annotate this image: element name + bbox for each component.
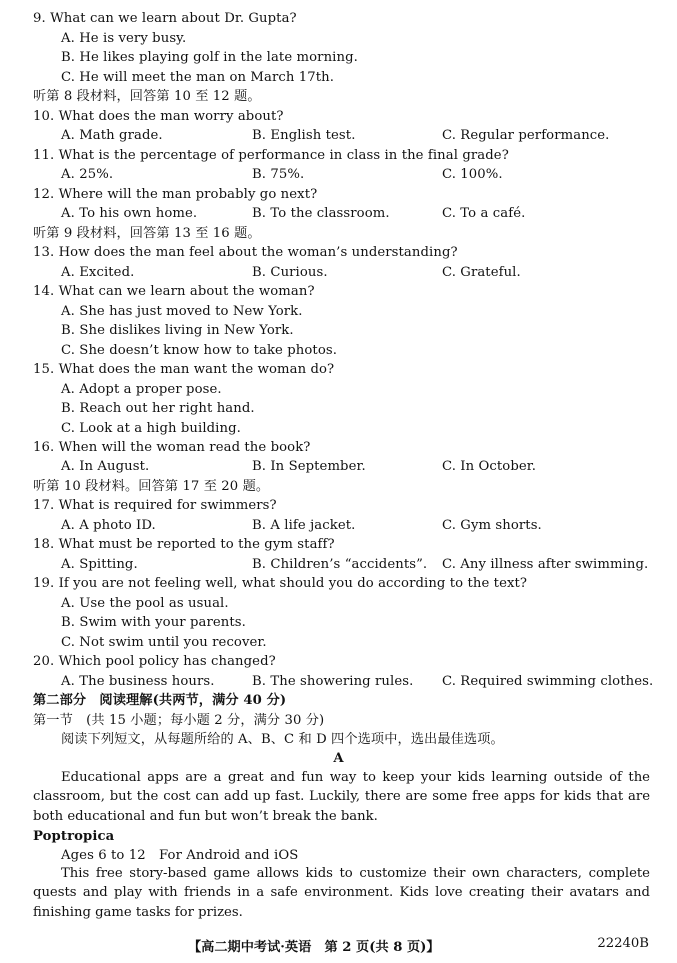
question-10-option-b: B. English test. [252, 128, 356, 143]
question-12-stem: 12. Where will the man probably go next? [33, 187, 318, 202]
material-8-heading: 听第 8 段材料，回答第 10 至 12 题。 [33, 89, 261, 104]
question-14-stem: 14. What can we learn about the woman? [33, 284, 315, 299]
question-17-option-c: C. Gym shorts. [442, 518, 542, 533]
question-20-option-c: C. Required swimming clothes. [442, 674, 654, 689]
question-9-stem: 9. What can we learn about Dr. Gupta? [33, 11, 297, 26]
question-20-stem: 20. Which pool policy has changed? [33, 654, 276, 669]
question-9-option-c: C. He will meet the man on March 17th. [61, 70, 335, 85]
question-18-option-b: B. Children’s “accidents”. [252, 557, 428, 572]
question-19-option-b: B. Swim with your parents. [61, 615, 246, 630]
question-13-stem: 13. How does the man feel about the woman’s understanding? [33, 245, 458, 260]
question-16-stem: 16. When will the woman read the book? [33, 440, 311, 455]
question-13-option-a: A. Excited. [61, 265, 135, 280]
question-18-option-c: C. Any illness after swimming. [442, 557, 649, 572]
question-13-option-b: B. Curious. [252, 265, 328, 280]
question-13-option-c: C. Grateful. [442, 265, 521, 280]
question-18-stem: 18. What must be reported to the gym staff? [33, 537, 335, 552]
page-footer: 【高二期中考试·英语 第 2 页(共 8 页)】 [188, 940, 440, 955]
question-14-option-b: B. She dislikes living in New York. [61, 323, 294, 338]
question-14-option-c: C. She doesn’t know how to take photos. [61, 343, 338, 358]
question-12-option-b: B. To the classroom. [252, 206, 390, 221]
material-9-heading: 听第 9 段材料，回答第 13 至 16 题。 [33, 226, 261, 241]
section-one-heading: 第一节 (共 15 小题；每小题 2 分，满分 30 分) [33, 713, 325, 728]
app-name: Poptropica [33, 829, 115, 844]
paper-code: 22240B [597, 936, 649, 951]
question-17-option-b: B. A life jacket. [252, 518, 356, 533]
question-10-option-c: C. Regular performance. [442, 128, 610, 143]
question-19-option-a: A. Use the pool as usual. [61, 596, 229, 611]
question-15-stem: 15. What does the man want the woman do? [33, 362, 335, 377]
question-19-option-c: C. Not swim until you recover. [61, 635, 267, 650]
material-10-heading: 听第 10 段材料。回答第 17 至 20 题。 [33, 479, 270, 494]
question-11-stem: 11. What is the percentage of performance in class in the final grade? [33, 148, 509, 163]
reading-instruction: 阅读下列短文，从每题所给的 A、B、C 和 D 四个选项中，选出最佳选项。 [61, 732, 504, 747]
question-15-option-b: B. Reach out her right hand. [61, 401, 255, 416]
question-16-option-c: C. In October. [442, 459, 537, 474]
question-11-option-a: A. 25%. [61, 167, 114, 182]
part-two-heading: 第二部分 阅读理解(共两节，满分 40 分) [33, 693, 287, 708]
question-20-option-a: A. The business hours. [61, 674, 215, 689]
passage-paragraph-1: Educational apps are a great and fun way to keep your kids learning outside of the classroom, but the cost can add up fast. Luckily, there are some free apps for kids that are both educational and fun but won’t break the bank. [33, 770, 650, 824]
question-15-option-c: C. Look at a high building. [61, 421, 241, 436]
question-14-option-a: A. She has just moved to New York. [61, 304, 303, 319]
question-18-option-a: A. Spitting. [61, 557, 138, 572]
question-19-stem: 19. If you are not feeling well, what should you do according to the text? [33, 576, 528, 591]
question-15-option-a: A. Adopt a proper pose. [61, 382, 222, 397]
passage-paragraph-2: This free story-based game allows kids to customize their own characters, complete quests and play with friends in a safe environment. Kids love creating their avatars and finishing game tasks for prizes. [33, 866, 650, 920]
question-16-option-b: B. In September. [252, 459, 366, 474]
question-10-option-a: A. Math grade. [61, 128, 163, 143]
question-16-option-a: A. In August. [61, 459, 150, 474]
question-12-option-a: A. To his own home. [61, 206, 198, 221]
question-11-option-c: C. 100%. [442, 167, 503, 182]
question-17-stem: 17. What is required for swimmers? [33, 498, 277, 513]
question-9-option-a: A. He is very busy. [61, 31, 187, 46]
question-20-option-b: B. The showering rules. [252, 674, 414, 689]
question-10-stem: 10. What does the man worry about? [33, 109, 284, 124]
app-meta: Ages 6 to 12 For Android and iOS [61, 848, 299, 863]
question-12-option-c: C. To a café. [442, 206, 526, 221]
question-9-option-b: B. He likes playing golf in the late morning. [61, 50, 358, 65]
passage-label: A [333, 751, 344, 766]
question-11-option-b: B. 75%. [252, 167, 305, 182]
question-17-option-a: A. A photo ID. [61, 518, 156, 533]
